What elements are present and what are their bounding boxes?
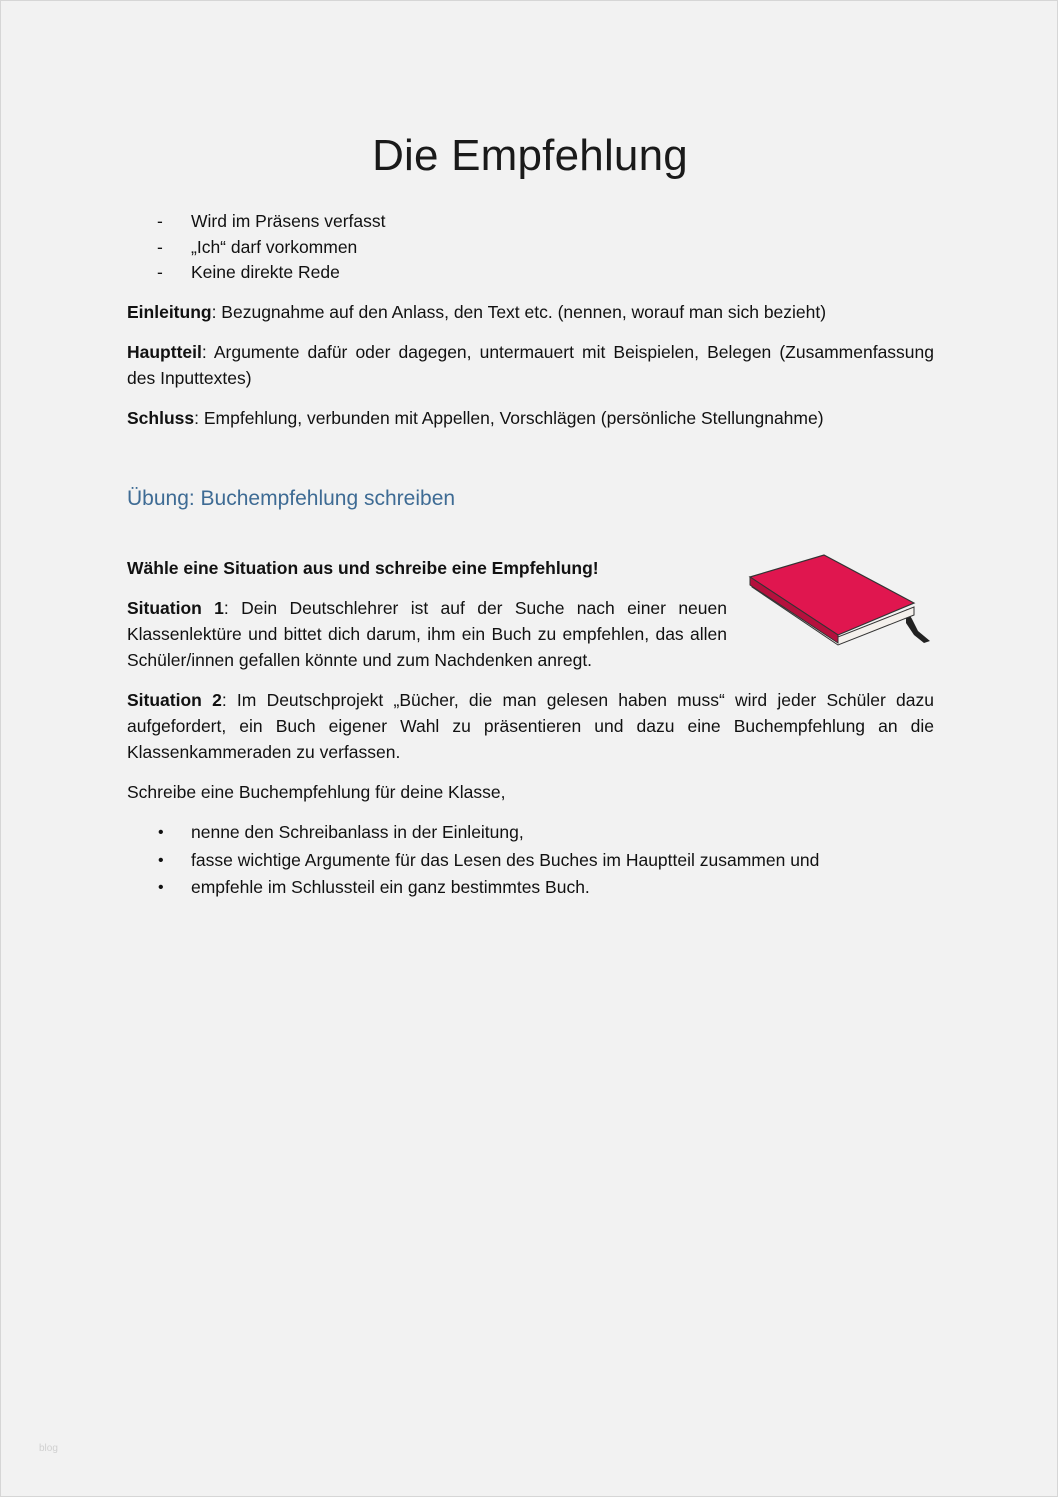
- situation-1-text: : Dein Deutschlehrer ist auf der Suche nach einer neuen Klassenlektüre und bittet dich darum, ihm ein Buch zu empfehlen, das allen Schüler/innen gefallen könnte und zum Nachdenken anregt.: [127, 598, 727, 670]
- bullet-marker: •: [158, 851, 164, 869]
- einleitung-text: : Bezugnahme auf den Anlass, den Text etc. (nennen, worauf man sich bezieht): [211, 302, 827, 322]
- list-item: [127, 209, 385, 235]
- schluss-paragraph: [127, 405, 934, 431]
- dash-marker: -: [157, 262, 163, 282]
- bullet-marker: •: [158, 824, 164, 841]
- book-icon: [746, 551, 936, 651]
- situation-2-text: : Im Deutschprojekt „Bücher, die man gelesen haben muss“ wird jeder Schüler dazu aufgefordert, ein Buch eigener Wahl zu präsentieren und dazu eine Buchempfehlung an die Klassenkammeraden zu verfassen.: [127, 690, 934, 762]
- list-item-text: Keine direkte Rede: [191, 262, 340, 282]
- list-item: [127, 260, 385, 286]
- list-item: [127, 235, 385, 261]
- list-item: [127, 847, 819, 875]
- exercise-heading: Übung: Buchempfehlung schreiben: [127, 487, 456, 510]
- einleitung-label: Einleitung: [127, 302, 212, 322]
- hauptteil-paragraph: [127, 339, 934, 391]
- list-item-text: fasse wichtige Argumente für das Lesen des Buches im Hauptteil zusammen und: [191, 849, 820, 870]
- list-item-text: „Ich“ darf vorkommen: [191, 236, 358, 257]
- dash-marker: -: [157, 236, 163, 257]
- task-instruction: Wähle eine Situation aus und schreibe eine Empfehlung!: [127, 558, 599, 578]
- page-title: Die Empfehlung: [372, 131, 688, 180]
- list-item-text: Wird im Präsens verfasst: [191, 211, 386, 231]
- hauptteil-text: : Argumente dafür oder dagegen, untermauert mit Beispielen, Belegen (Zusammenfassung des Inputtextes): [127, 342, 934, 388]
- hauptteil-label: Hauptteil: [127, 342, 202, 362]
- situation-2-label: Situation 2: [127, 690, 222, 710]
- list-item: [127, 874, 819, 902]
- situation-1-paragraph: [127, 595, 727, 673]
- list-item-text: nenne den Schreibanlass in der Einleitung,: [191, 822, 524, 842]
- einleitung-paragraph: [127, 299, 934, 325]
- situation-2-paragraph: [127, 687, 934, 765]
- situation-1-label: Situation 1: [127, 598, 224, 618]
- watermark: blog: [39, 1443, 58, 1454]
- list-item: [127, 819, 819, 847]
- list-item-text: empfehle im Schlussteil ein ganz bestimmtes Buch.: [191, 877, 590, 897]
- bullet-marker: •: [158, 879, 164, 896]
- writing-instruction: Schreibe eine Buchempfehlung für deine Klasse,: [127, 782, 506, 802]
- schluss-text: : Empfehlung, verbunden mit Appellen, Vorschlägen (persönliche Stellungnahme): [194, 408, 824, 428]
- schluss-label: Schluss: [127, 408, 195, 428]
- intro-list: [127, 209, 385, 286]
- task-bullet-list: [127, 819, 819, 902]
- dash-marker: -: [157, 211, 163, 231]
